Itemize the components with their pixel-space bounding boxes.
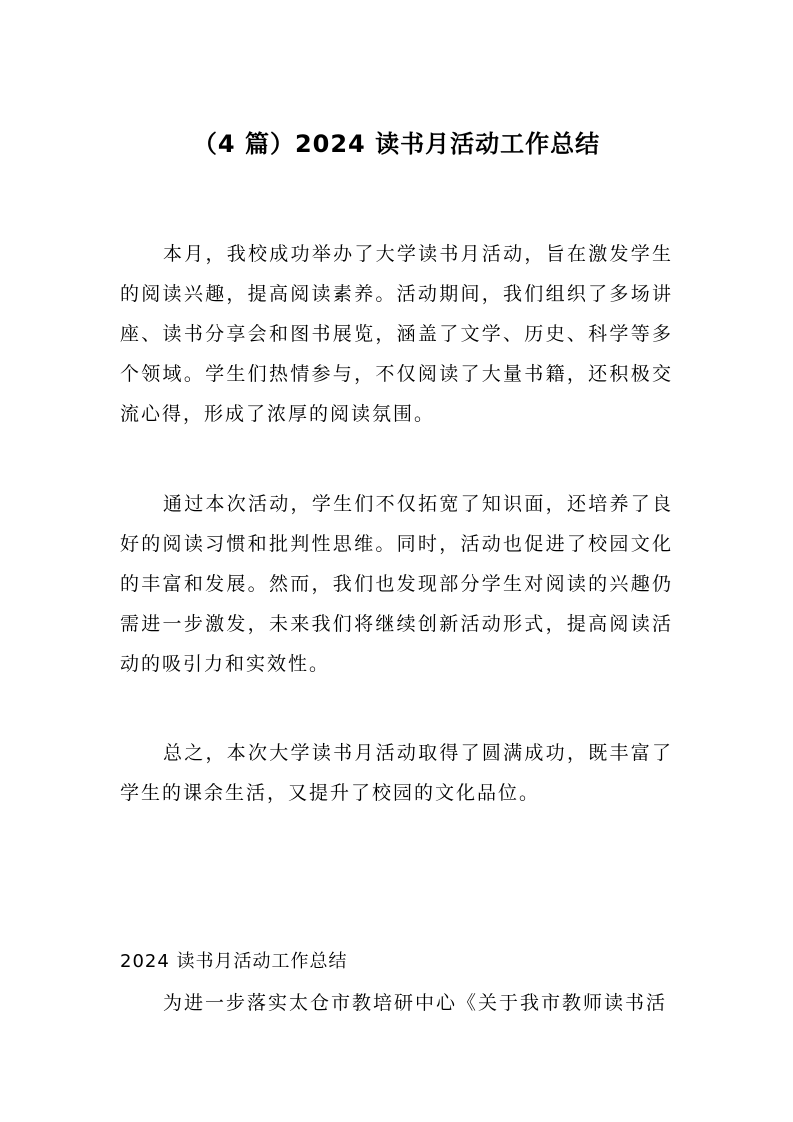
paragraph-reading-month-summary: 本月，我校成功举办了大学读书月活动，旨在激发学生的阅读兴趣，提高阅读素养。活动期间，我们组织了多场讲座、读书分享会和图书展览，涵盖了文学、历史、科学等多个领域。学生们热情参与，不仅阅读了大量书籍，还积极交流心得，形成了浓厚的阅读氛围。 [120,243,673,425]
paragraph-activity-outcomes: 通过本次活动，学生们不仅拓宽了知识面，还培养了良好的阅读习惯和批判性思维。同时，活动也促进了校园文化的丰富和发展。然而，我们也发现部分学生对阅读的兴趣仍需进一步激发，未来我们将继续创新活动形式，提高阅读活动的吸引力和实效性。 [120,493,673,675]
section-heading: 2024 读书月活动工作总结 [120,951,348,972]
paragraph-conclusion: 总之，本次大学读书月活动取得了圆满成功，既丰富了学生的课余生活，又提升了校园的文化品位。 [120,742,673,804]
section-first-line: 为进一步落实太仓市教培研中心《关于我市教师读书活 [163,992,668,1014]
document-title: （4 篇）2024 读书月活动工作总结 [192,130,601,158]
